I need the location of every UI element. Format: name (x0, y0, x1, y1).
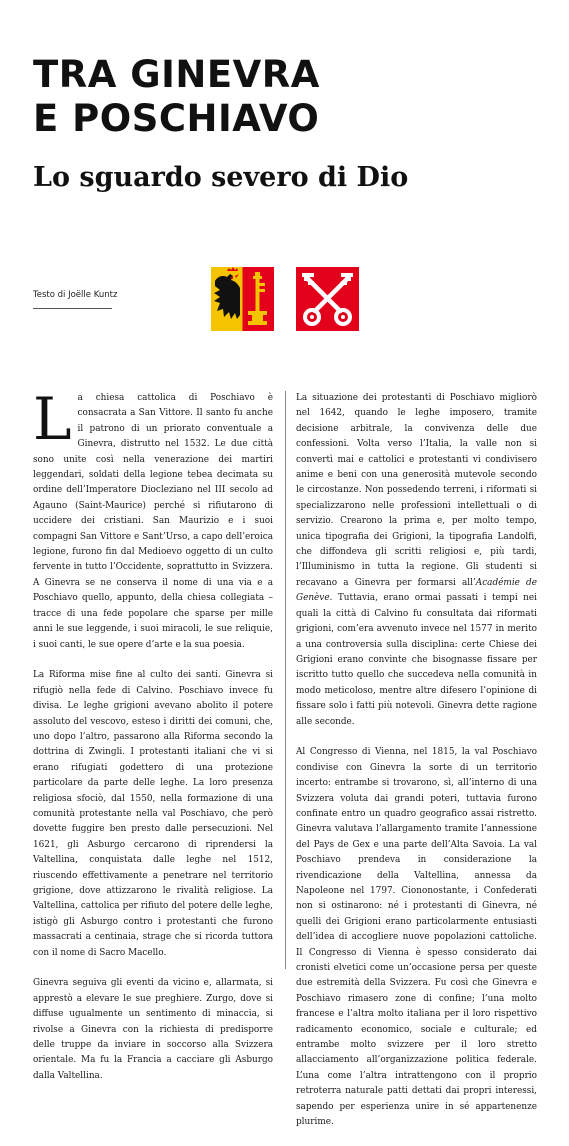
paragraph (296, 391, 537, 730)
geneva-coat-of-arms-icon (211, 267, 274, 331)
article-title-line-1: TRA GINEVRA (33, 53, 320, 96)
paragraph: La Riforma mise fine al culto dei santi. Ginevra si rifugiò nella fede di Calvino. Poschiavo invece fu divisa. Le leghe grigioni avevano abolito il potere assoluto del vescovo, esteso i diritti dei comuni, che, uno dopo l’altro, passarono alla Riforma secondo la dottrina di Zwingli. I protestanti italiani che vi si erano rifugiati godettero di una protezione particolare da parte delle leghe. La loro presenza religiosa sfociò, dal 1550, nella formazione di una comunità protestante nella val Poschiavo, che però dovette fuggire ben presto dalle persecuzioni. Nel 1621, gli Asburgo cercarono di riprendersi la Valtellina, conquistata dalle leghe nel 1512, riuscendo effettivamente a penetrare nel territorio grigione, dove attizzarono le rivalità religiose. La Valtellina, cattolica per rifiuto del potere delle leghe, istigò gli Asburgo contro i protestanti che furono massacrati a centinaia, strage che si ricorda tuttora con il nome di Sacro Macello. (33, 670, 273, 958)
article-subtitle: Lo sguardo severo di Dio (33, 162, 409, 193)
paragraph-text: La situazione dei protestanti di Poschiavo migliorò nel 1642, quando le leghe imposero, tramite decisione arbitrale, la convivenza delle due confessioni. Volta verso l’Italia, la valle non si convertì mai e cattolici e protestanti vi condivisero anime e beni con una generosità mutevole secondo le circostanze. Non possedendo terreni, i riformati si specializzarono nelle professioni intellettuali o di servizio. Crearono la prima e, per molto tempo, unica tipografia dei Grigioni, la tipografia Landolfi, che diffondeva gli scritti religiosi e, più tardi, l’Illuminismo in tutta la regione. Gli studenti si recavano a Ginevra per formarsi all’ (296, 393, 537, 588)
poschiavo-crossed-keys-icon (296, 267, 359, 331)
article-title-line-2: E POSCHIAVO (33, 97, 320, 140)
drop-cap: L (33, 385, 72, 453)
paragraph (33, 385, 273, 653)
article-column-left (33, 385, 273, 1100)
article-column-right (296, 391, 537, 1146)
author-byline: Testo di Joëlle Kuntz (33, 290, 118, 300)
paragraph-text: Tuttavia, erano ormai passati i tempi nei quali la città di Calvino fu consultata dai riformati grigioni, com’era avvenuto invece nel 1577 in merito a una controversia sulla disciplina: certe Chiese dei Grigioni erano convinte che bisognasse fissare per iscritto tutto quello che succedeva nella comunità in modo meticoloso, mentre altre difesero l’opinione di fissare solo i fatti più notevoli. Ginevra dette ragione alle seconde. (296, 593, 537, 727)
column-divider (285, 391, 286, 969)
italic-text: Académie de Genève. (296, 577, 537, 604)
paragraph-text: a chiesa cattolica di Poschiavo è consacrata a San Vittore. Il santo fu anche il patrono di un priorato conventuale a Ginevra, distrutto nel 1532. Le due città sono unite così nella venerazione dei martiri leggendari, soldati della legione tebea decimata su ordine dell’Imperatore Diocleziano nel III secolo ad Agauno (Saint-Maurice) perché si rifiutarono di uccidere dei cristiani. San Maurizio e i suoi compagni San Vittore e Sant’Urso, a capo dell’eroica legione, furono fin dal Medioevo oggetto di un culto fervente in tutto l’Occidente, soprattutto in Svizzera. A Ginevra se ne conserva il nome di una via e a Poschiavo quello, appunto, della chiesa collegiata – tracce di una fede popolare che sparse per mille anni le sue leggende, i suoi miracoli, le sue reliquie, i suoi canti, le sue opere d’arte e la sua poesia. (33, 393, 273, 650)
paragraph: Al Congresso di Vienna, nel 1815, la val Poschiavo condivise con Ginevra la sorte di un territorio incerto: entrambe si trovarono, sì, all’interno di una Svizzera voluta dai grandi poteri, tuttavia furono confinate entro un quadro geografico assai ristretto. Ginevra valutava l’allargamento tramite l’annessione del Pays de Gex e una parte dell’Alta Savoia. La val Poschiavo prendeva in considerazione la rivendicazione della Valtellina, annessa da Napoleone nel 1797. Ciononostante, i Confederati non si ostinarono: né i protestanti di Ginevra, né quelli dei Grigioni erano particolarmente entusiasti dell’idea di accogliere nuove popolazioni cattoliche. Il Congresso di Vienna è spesso considerato dai cronisti elvetici come un’occasione persa per queste due estremità della Svizzera. Fu così che Ginevra e Poschiavo rimasero zone di confine; l’una molto francese e l’altra molto italiana per il loro rispettivo radicamento economico, sociale e culturale; ed entrambe molto svizzere per il loro stretto allacciamento all’organizzazione politica federale. L’una come l’altra intrattengono con il proprio retroterra naturale patti dettati dai propri interessi, sapendo per esperienza unire in sé appartenenze plurime. (296, 747, 537, 1128)
paragraph: Ginevra seguiva gli eventi da vicino e, allarmata, si apprestò a elevare le sue preghiere. Zurgo, dove si diffuse ugualmente un sentimento di minaccia, si rivolse a Ginevra con la richiesta di predisporre delle truppe da inviare in soccorso alla Svizzera orientale. Ma fu la Francia a cacciare gli Asburgo dalla Valtellina. (33, 978, 273, 1081)
byline-rule (33, 308, 112, 309)
